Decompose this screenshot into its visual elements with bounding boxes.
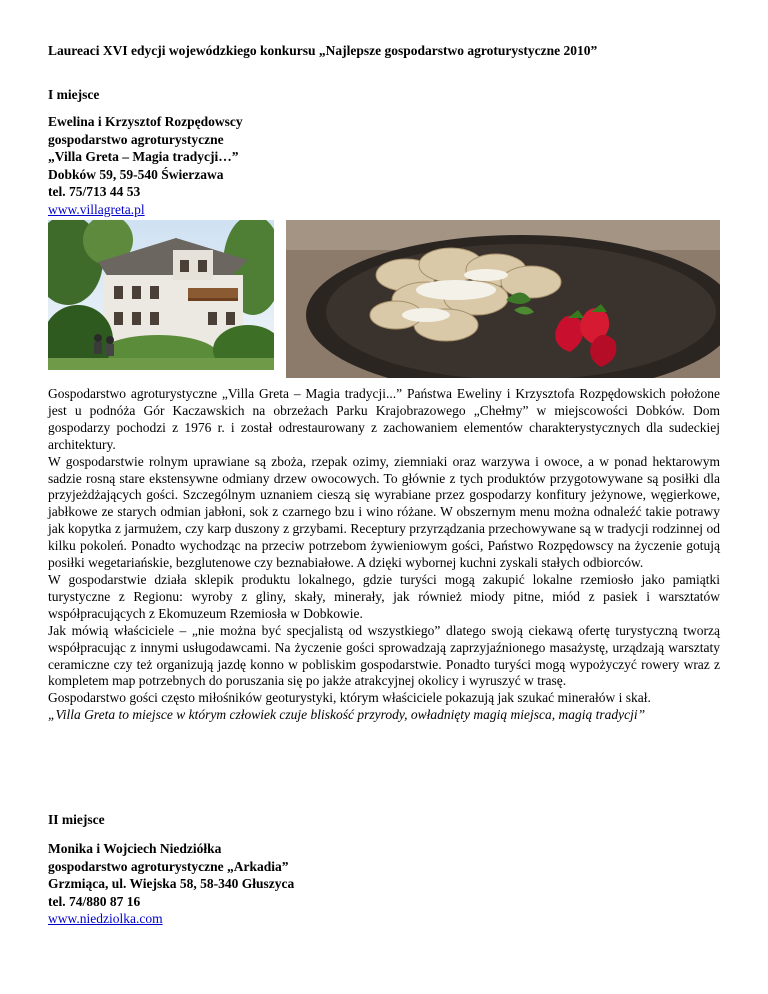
photos-row [48,220,720,378]
second-type-name: gospodarstwo agroturystyczne „Arkadia” [48,858,289,874]
article-quote: „Villa Greta to miejsce w którym człowiek czuje bliskość przyrody, owładnięty magią miejsca, magią tradycji” [48,707,646,723]
house-photo [48,220,274,370]
second-address: Grzmiąca, ul. Wiejska 58, 58-340 Głuszyca [48,876,295,891]
first-place-contact [48,113,243,218]
first-name: „Villa Greta – Magia tradycji…” [48,149,239,164]
second-website-link[interactable]: www.niedziolka.com [48,911,163,926]
document-title: Laureaci XVI edycji wojewódzkiego konkursu „Najlepsze gospodarstwo agroturystyczne 2010” [48,43,598,58]
second-phone: tel. 74/880 87 16 [48,893,141,909]
first-website-link[interactable]: www.villagreta.pl [48,201,145,217]
first-address: Dobków 59, 59-540 Świerzawa [48,166,224,182]
second-place-heading: II miejsce [48,812,105,827]
first-type: gospodarstwo agroturystyczne [48,131,224,147]
article-paragraph: Gospodarstwo agroturystyczne „Villa Greta – Magia tradycji...” Państwa Eweliny i Krzysztofa Rozpędowskich położone jest u podnóża Gór Kaczawskich na obrzeżach Parku Krajobrazowego „Chełmy” w miejscowości Dobków. Dom gospodarzy pochodzi z 1976 r. i został odrestaurowany z zachowaniem elementów charakterystycznych dla sudeckiej architektury. [48,386,720,452]
article-paragraph: Jak mówią właściciele – „nie można być specjalistą od wszystkiego” dlatego swoją ciekawą ofertę turystyczną tworzą współpracując z innymi usługodawcami. Na życzenie gości sprowadzają zaprzyjaźnionego masażystę, urządzają warsztaty ceramiczne czy też organizują jazdę konno w pobliskim gospodarstwie. Ponadto turyści mogą wypożyczyć rowery wraz z kompletem map potrzebnych do poruszania się po jakże atrakcyjnej okolicy i wyruszyć w trasę. [48,622,720,689]
first-phone: tel. 75/713 44 53 [48,184,141,199]
first-place-heading: I miejsce [48,87,100,102]
second-owners: Monika i Wojciech Niedziółka [48,841,222,856]
pierogi-dish-photo [286,220,720,378]
article-paragraph: W gospodarstwie działa sklepik produktu lokalnego, gdzie turyści mogą zakupić lokalne rzemiosło jako pamiątki turystyczne z Regionu: wyroby z gliny, skały, minerały, jak również miody pitne, miód z pasiek i warsztatów współpracujących z Ekomuzeum Rzemiosła w Dobkowie. [48,571,720,621]
second-place-contact [48,840,294,928]
article-paragraph: W gospodarstwie rolnym uprawiane są zboża, rzepak ozimy, ziemniaki oraz warzywa i owoce, a w ponad hektarowym sadzie rosną stare ekstensywne odmiany drzew owocowych. To głównie z tych produktów przygotowywane są posiłki dla przyjeżdżających gości. Szczególnym uznaniem cieszą się wyrabiane przez gospodarzy konfitury jeżynowe, węgierkowe, jabłkowe ze starych odmian jabłoni, sok z czarnego bzu i wino różane. W obszernym menu można odnaleźć takie potrawy jak kopytka z jarmużem, czy karp duszony z grzybami. Receptury przyrządzania przechowywane są w tradycji rodzinnej od kilku pokoleń. Ponadto wychodząc na przeciw potrzebom żywieniowym gości, Państwo Rozpędowscy na życzenie gotują posiłki wegetariańskie, bezglutenowe czy beznabiałowe. A dzięki wybornej kuchni zyskali stałych odbiorców. [48,453,720,571]
article-paragraph: Gospodarstwo gości często miłośników geoturystyki, którym właściciele pokazują jak szukać minerałów i skał. [48,690,651,706]
first-owners: Ewelina i Krzysztof Rozpędowscy [48,114,243,129]
article-body [48,386,720,724]
